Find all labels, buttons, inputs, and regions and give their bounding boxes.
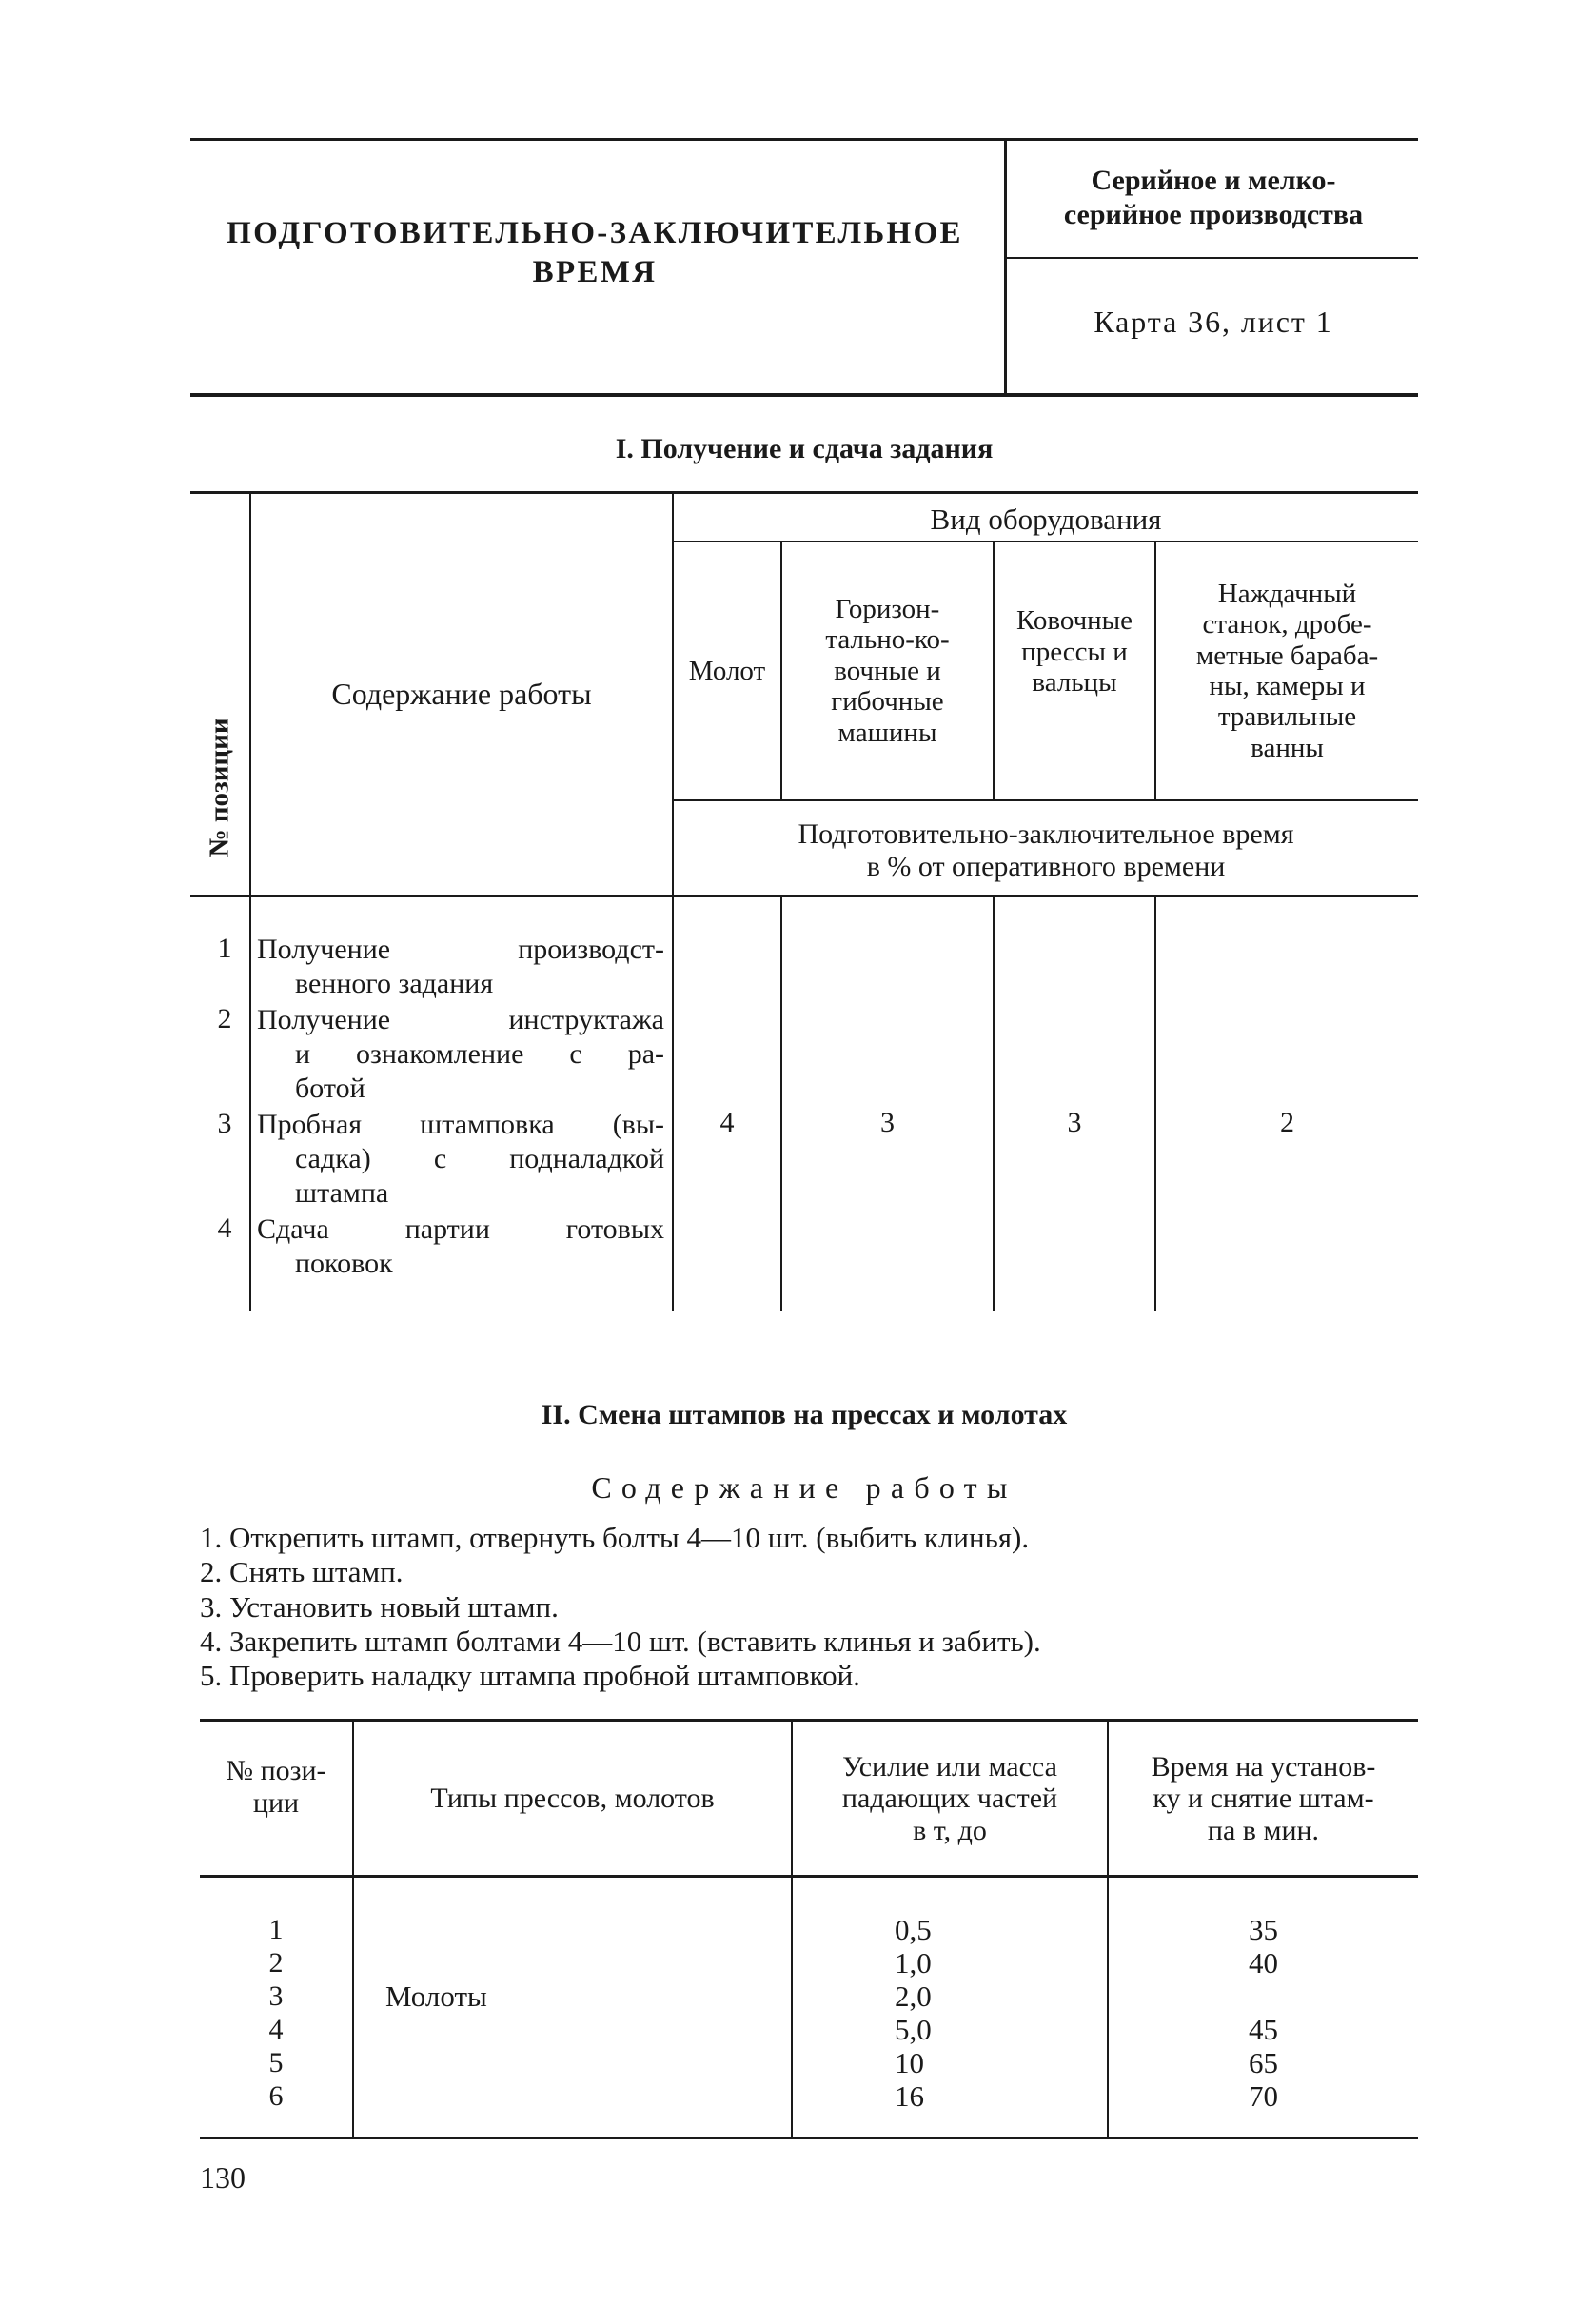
row-num-1: 1 <box>217 933 232 964</box>
table2-header-mass <box>793 1724 1107 1873</box>
table1-col-line-1 <box>249 493 251 1311</box>
table2-top-rule <box>200 1719 1418 1722</box>
row-content-2 <box>257 1003 664 1106</box>
table1-top-rule <box>190 491 1418 494</box>
row-content-line: ботой <box>295 1073 365 1104</box>
equipment-line: машины <box>837 717 937 748</box>
production-type <box>1009 164 1418 232</box>
table2-header-time <box>1109 1724 1418 1873</box>
page-title-line2: ВРЕМЯ <box>532 255 658 290</box>
equipment-grinding-machines <box>1156 544 1418 798</box>
table2-time: 65 <box>1249 2046 1278 2079</box>
table1-equipment-rule <box>672 541 1418 542</box>
row-num-4: 4 <box>217 1212 232 1244</box>
section2-subtitle: Содержание работы <box>591 1470 1017 1505</box>
table2-position: 6 <box>268 2080 284 2112</box>
row-content-line: и ознакомление с ра- <box>295 1038 664 1070</box>
equipment-line: гибочные <box>831 686 944 718</box>
row-content-line: садка) с подналадкой <box>295 1143 664 1174</box>
table2-header-line: падающих частей <box>841 1783 1058 1815</box>
row-content-line: поковок <box>295 1248 393 1279</box>
content-header: Содержание работы <box>331 677 592 712</box>
section1-title: I. Получение и сдача задания <box>615 433 994 464</box>
row-content-line: Получение производст- <box>257 934 664 965</box>
equipment-line: ны, камеры и <box>1209 671 1366 701</box>
header-top-rule <box>190 138 1418 141</box>
row-num-3: 3 <box>217 1108 232 1139</box>
table2-times <box>1109 1913 1418 2113</box>
step-item: 5. Проверить наладку штампа пробной штамповкой. <box>200 1659 860 1693</box>
header-bottom-rule <box>190 393 1418 397</box>
step-item: 3. Установить новый штамп. <box>200 1589 559 1624</box>
steps-list <box>200 1521 1428 1693</box>
table1-time-rule <box>672 799 1418 801</box>
table2-position: 1 <box>268 1914 284 1945</box>
row-num-2: 2 <box>217 1003 232 1034</box>
table2-header-line: ции <box>252 1787 300 1819</box>
row-content-4 <box>257 1212 664 1281</box>
table2-mass: 2,0 <box>895 1980 932 2013</box>
equipment-horizontal-forging <box>782 544 993 798</box>
table2-position: 4 <box>268 2014 284 2045</box>
equipment-line: ванны <box>1251 732 1324 763</box>
step-item: 1. Открепить штамп, отвернуть болты 4—10 шт. (выбить клинья). <box>200 1521 1030 1554</box>
equipment-line: вочные и <box>834 655 941 686</box>
row-content-1 <box>257 933 664 1001</box>
table2-header-line: в т, до <box>913 1814 987 1846</box>
header-mid-rule <box>1006 257 1418 259</box>
table2-time: 45 <box>1249 2013 1278 2046</box>
row-content-line: Получение инструктажа <box>257 1004 664 1035</box>
table2-mass: 1,0 <box>895 1946 932 1980</box>
production-type-line1: Серийное и мелко- <box>1091 165 1336 196</box>
step-item: 4. Закрепить штамп болтами 4—10 шт. (вставить клинья и забить). <box>200 1624 1041 1658</box>
table2-position: 5 <box>268 2047 284 2078</box>
table2-header-line: № пози- <box>226 1755 326 1787</box>
table2-time: 40 <box>1249 1946 1278 1980</box>
row-content-line: Пробная штамповка (вы- <box>257 1109 664 1140</box>
equipment-header: Вид оборудования <box>930 502 1162 536</box>
table2-positions <box>200 1913 352 2113</box>
table2-time <box>1109 1980 1418 2013</box>
equipment-hammer-line: Молот <box>688 655 766 686</box>
value-grinding-machines: 2 <box>1280 1107 1294 1139</box>
time-header-line1: Подготовительно-заключительное время <box>798 818 1294 851</box>
table2-mass: 5,0 <box>895 2013 932 2046</box>
page-number: 130 <box>200 2160 246 2195</box>
page-title-line1: ПОДГОТОВИТЕЛЬНО-ЗАКЛЮЧИТЕЛЬНОЕ <box>227 216 963 250</box>
equipment-line: Наждачный <box>1217 578 1357 609</box>
table2-bottom-rule <box>200 2137 1418 2139</box>
step-item: 2. Снять штамп. <box>200 1555 404 1589</box>
production-type-line2: серийное производства <box>1063 199 1364 230</box>
position-header-text: № позиции <box>204 718 235 857</box>
table2-header-line: па в мин. <box>1207 1814 1320 1846</box>
table2-header-line: Усилие или масса <box>842 1750 1057 1783</box>
value-horizontal-forging: 3 <box>880 1107 895 1139</box>
table2-header-type <box>354 1724 791 1873</box>
equipment-hammer <box>674 544 780 798</box>
table2-mass: 10 <box>895 2046 924 2079</box>
row-content-line: венного задания <box>295 968 494 999</box>
table2-header-line: ку и снятие штам- <box>1153 1783 1374 1815</box>
equipment-line: прессы и <box>1021 636 1128 667</box>
row-content-line: штампа <box>295 1177 389 1209</box>
table1-header-bottom-rule <box>190 895 1418 897</box>
header-divider <box>1004 138 1007 393</box>
table2-position: 3 <box>268 1980 284 2012</box>
table2-time: 35 <box>1249 1913 1278 1946</box>
table2-mass: 0,5 <box>895 1913 932 1946</box>
table2-mass: 16 <box>895 2079 924 2113</box>
section2-title: II. Смена штампов на прессах и молотах <box>541 1399 1068 1430</box>
time-header-line2: в % от оперативного времени <box>866 851 1226 882</box>
page-title <box>190 214 999 293</box>
equipment-line: вальцы <box>1032 667 1117 699</box>
row-content-3 <box>257 1108 664 1211</box>
value-hammer: 4 <box>719 1107 735 1139</box>
table2-time: 70 <box>1249 2079 1278 2113</box>
equipment-line: травильные <box>1217 701 1357 733</box>
table2-masses <box>895 1913 1009 2113</box>
equipment-line: метные бараба- <box>1195 640 1379 671</box>
table2-header-position <box>200 1724 352 1873</box>
equipment-line: Горизон- <box>835 593 940 624</box>
equipment-line: Ковочные <box>1015 605 1133 637</box>
value-forging-presses: 3 <box>1067 1107 1082 1139</box>
table2-position: 2 <box>268 1947 284 1979</box>
table2-header-line: Время на установ- <box>1151 1750 1376 1783</box>
card-number: Карта 36, лист 1 <box>1094 305 1333 339</box>
time-header <box>674 811 1418 891</box>
equipment-forging-presses <box>995 544 1154 798</box>
table2-type: Молоты <box>385 1980 487 2013</box>
table2-header-line: Типы прессов, молотов <box>430 1783 715 1815</box>
equipment-line: станок, дробе- <box>1202 609 1372 640</box>
row-content-line: Сдача партии готовых <box>257 1213 664 1245</box>
table2-header-bottom-rule <box>200 1875 1418 1878</box>
equipment-line: тально-ко- <box>825 624 950 656</box>
